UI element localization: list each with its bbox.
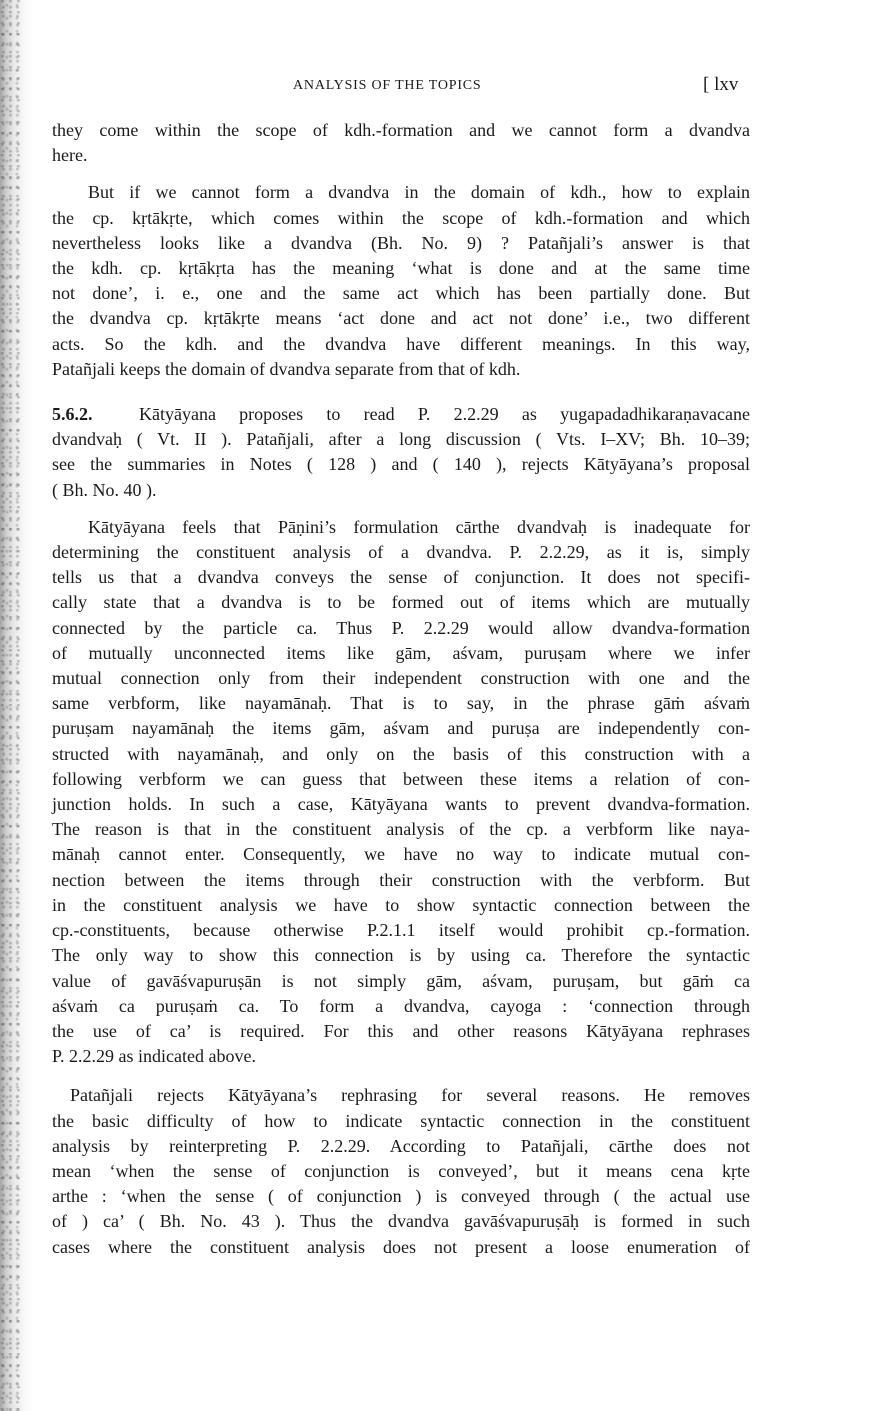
text-line: The reason is that in the constituent analysis of the cp. a verbform like naya- <box>52 819 750 840</box>
text-line: same verbform, like nayamānaḥ. That is to say, in the phrase gāṁ aśvaṁ <box>52 693 750 714</box>
text-line-content: Kātyāyana proposes to read P. 2.2.29 as yugapadadhikaraṇavacane <box>138 404 750 425</box>
text-line <box>52 402 750 427</box>
text-line: not done’, i. e., one and the same act which has been partially done. But <box>52 283 750 304</box>
text-line: nection between the items through their construction with the verbform. But <box>52 869 750 890</box>
text-line: determining the constituent analysis of a dvandva. P. 2.2.29, as it is, simply <box>52 542 750 563</box>
text-line: mutual connection only from their independent construction with one and the <box>52 668 750 689</box>
scan-speckle-edge <box>0 0 20 1411</box>
paragraph-4 <box>52 515 750 1069</box>
text-line: mean ‘when the sense of conjunction is conveyed’, but it means cena kṛte <box>52 1160 750 1181</box>
text-line: of ) ca’ ( Bh. No. 43 ). Thus the dvandva gavāśvapuruṣāḥ is formed in such <box>52 1211 750 1232</box>
text-line: the kdh. cp. kṛtākṛta has the meaning ‘what is done and at the same time <box>52 258 750 279</box>
text-line: analysis by reinterpreting P. 2.2.29. According to Patañjali, cārthe does not <box>52 1135 750 1156</box>
text-line: the use of ca’ is required. For this and other reasons Kātyāyana rephrases <box>52 1020 750 1041</box>
body-text <box>52 118 750 1260</box>
text-line: aśvaṁ ca puruṣaṁ ca. To form a dvandva, cayoga : ‘connection through <box>52 995 750 1016</box>
text-line: Patañjali rejects Kātyāyana’s rephrasing for several reasons. He removes <box>70 1085 750 1106</box>
text-line: they come within the scope of kdh.-formation and we cannot form a dvandva <box>52 120 750 140</box>
text-line: But if we cannot form a dvandva in the domain of kdh., how to explain <box>88 182 750 203</box>
running-head: ANALYSIS OF THE TOPICS <box>293 78 482 93</box>
text-line: tells us that a dvandva conveys the sense of conjunction. It does not specifi- <box>52 567 750 588</box>
text-line: the cp. kṛtākṛte, which comes within the scope of kdh.-formation and which <box>52 207 750 228</box>
text-line: mānaḥ cannot enter. Consequently, we have no way to indicate mutual con- <box>52 844 750 865</box>
text-line: here. <box>52 145 88 166</box>
text-line: of mutually unconnected items like gām, aśvam, puruṣam where we infer <box>52 642 750 663</box>
text-line: structed with nayamānaḥ, and only on the basis of this construction with a <box>52 743 750 764</box>
text-line: Kātyāyana feels that Pāṇini’s formulation cārthe dvandvaḥ is inadequate for <box>88 516 750 537</box>
paragraph-3 <box>52 402 750 503</box>
text-line: following verbform we can guess that between these items a relation of con- <box>52 768 750 789</box>
page-header <box>0 74 885 100</box>
text-line: arthe : ‘when the sense ( of conjunction ) is conveyed through ( the actual use <box>52 1186 750 1207</box>
text-line: cp.-constituents, because otherwise P.2.1.1 itself would prohibit cp.-formation. <box>52 920 750 941</box>
text-line: cally state that a dvandva is to be formed out of items which are mutually <box>52 592 750 613</box>
text-line: in the constituent analysis we have to show syntactic connection between the <box>52 894 750 915</box>
text-line: value of gavāśvapuruṣān is not simply gām, aśvam, puruṣam, but gāṁ ca <box>52 970 750 991</box>
text-line: junction holds. In such a case, Kātyāyana wants to prevent dvandva-formation. <box>52 794 750 815</box>
text-line: P. 2.2.29 as indicated above. <box>52 1046 256 1067</box>
paragraph-2 <box>52 180 750 382</box>
section-number: 5.6.2. <box>52 404 93 425</box>
text-line: cases where the constituent analysis does not present a loose enumeration of <box>52 1236 750 1257</box>
text-line: nevertheless looks like a dvandva (Bh. No. 9) ? Patañjali’s answer is that <box>52 232 750 253</box>
text-line: ( Bh. No. 40 ). <box>52 479 157 500</box>
text-line: Patañjali keeps the domain of dvandva separate from that of kdh. <box>52 358 521 379</box>
text-line: dvandvaḥ ( Vt. II ). Patañjali, after a long discussion ( Vts. I–XV; Bh. 10–39; <box>52 429 750 450</box>
text-line: acts. So the kdh. and the dvandva have different meanings. In this way, <box>52 333 750 354</box>
text-line: the basic difficulty of how to indicate syntactic connection in the constituent <box>52 1110 750 1131</box>
page-number: [ lxv <box>703 74 739 95</box>
text-line: connected by the particle ca. Thus P. 2.2.29 would allow dvandva-formation <box>52 617 750 638</box>
paragraph-1 <box>52 118 750 168</box>
text-line: puruṣam nayamānaḥ the items gām, aśvam and puruṣa are independently con- <box>52 718 750 739</box>
paragraph-5 <box>52 1083 750 1259</box>
text-line: the dvandva cp. kṛtākṛte means ‘act done and act not done’ i.e., two different <box>52 308 750 329</box>
text-line: The only way to show this connection is by using ca. Therefore the syntactic <box>52 945 750 966</box>
text-line: see the summaries in Notes ( 128 ) and ( 140 ), rejects Kātyāyana’s proposal <box>52 454 750 475</box>
